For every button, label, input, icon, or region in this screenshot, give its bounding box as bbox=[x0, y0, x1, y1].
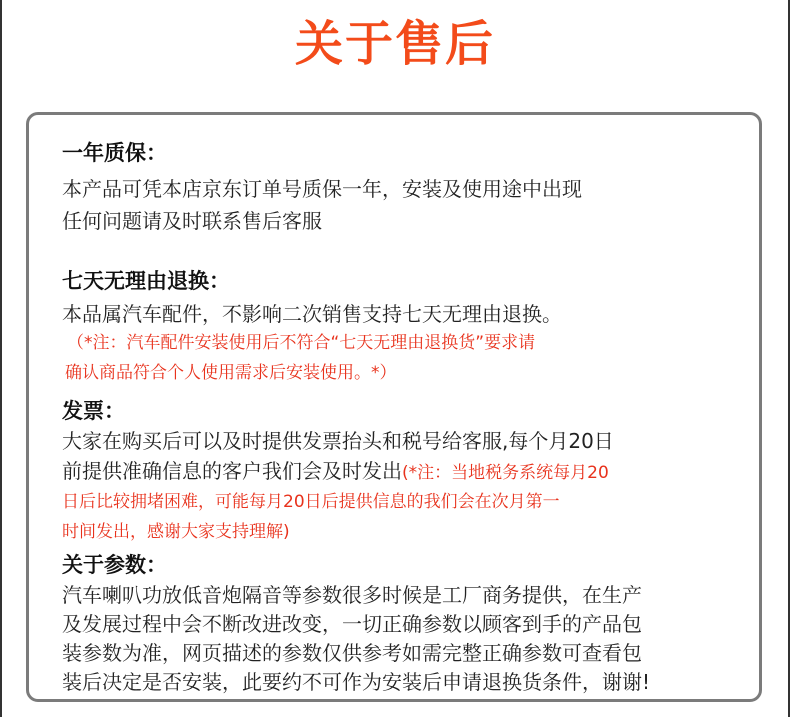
invoice-line bbox=[62, 457, 752, 487]
returns-note: （*注：汽车配件安装使用后不符合“七天无理由退换货”要求请 bbox=[67, 333, 536, 353]
after-sales-content-box bbox=[26, 112, 762, 702]
page-title: 关于售后 bbox=[294, 16, 495, 72]
returns-heading: 七天无理由退换： bbox=[62, 269, 230, 293]
params-line: 装后决定是否安装，此要约不可作为安装后申请退换货条件，谢谢! bbox=[62, 670, 651, 694]
invoice-line: 大家在购买后可以及时提供发票抬头和税号给客服,每个月20日 bbox=[62, 429, 614, 453]
returns-note: 确认商品符合个人使用需求后安装使用。*） bbox=[65, 363, 397, 383]
invoice-heading: 发票： bbox=[62, 399, 125, 423]
invoice-note: 日后比较拥堵困难，可能每月20日后提供信息的我们会在次月第一 bbox=[62, 492, 560, 512]
params-line: 装参数为准，网页描述的参数仅供参考如需完整正确参数可查看包 bbox=[62, 641, 642, 665]
invoice-note-start: (*注：当地税务系统每月20 bbox=[402, 463, 609, 483]
warranty-line: 本产品可凭本店京东订单号质保一年，安装及使用途中出现 bbox=[62, 177, 582, 201]
params-section bbox=[62, 551, 752, 696]
returns-line: 本品属汽车配件，不影响二次销售支持七天无理由退换。 bbox=[62, 302, 562, 326]
returns-section bbox=[62, 267, 752, 388]
params-line: 及发展过程中会不断改进改变，一切正确参数以顾客到手的产品包 bbox=[62, 612, 642, 636]
warranty-line: 任何问题请及时联系售后客服 bbox=[62, 209, 322, 233]
invoice-line-text: 前提供准确信息的客户我们会及时发出 bbox=[62, 459, 402, 483]
params-heading: 关于参数： bbox=[62, 553, 167, 577]
warranty-heading: 一年质保： bbox=[62, 141, 167, 165]
invoice-note: 时间发出，感谢大家支持理解) bbox=[62, 522, 290, 542]
invoice-section bbox=[62, 397, 752, 547]
params-line: 汽车喇叭功放低音炮隔音等参数很多时候是工厂商务提供，在生产 bbox=[62, 583, 642, 607]
warranty-section bbox=[62, 139, 752, 235]
